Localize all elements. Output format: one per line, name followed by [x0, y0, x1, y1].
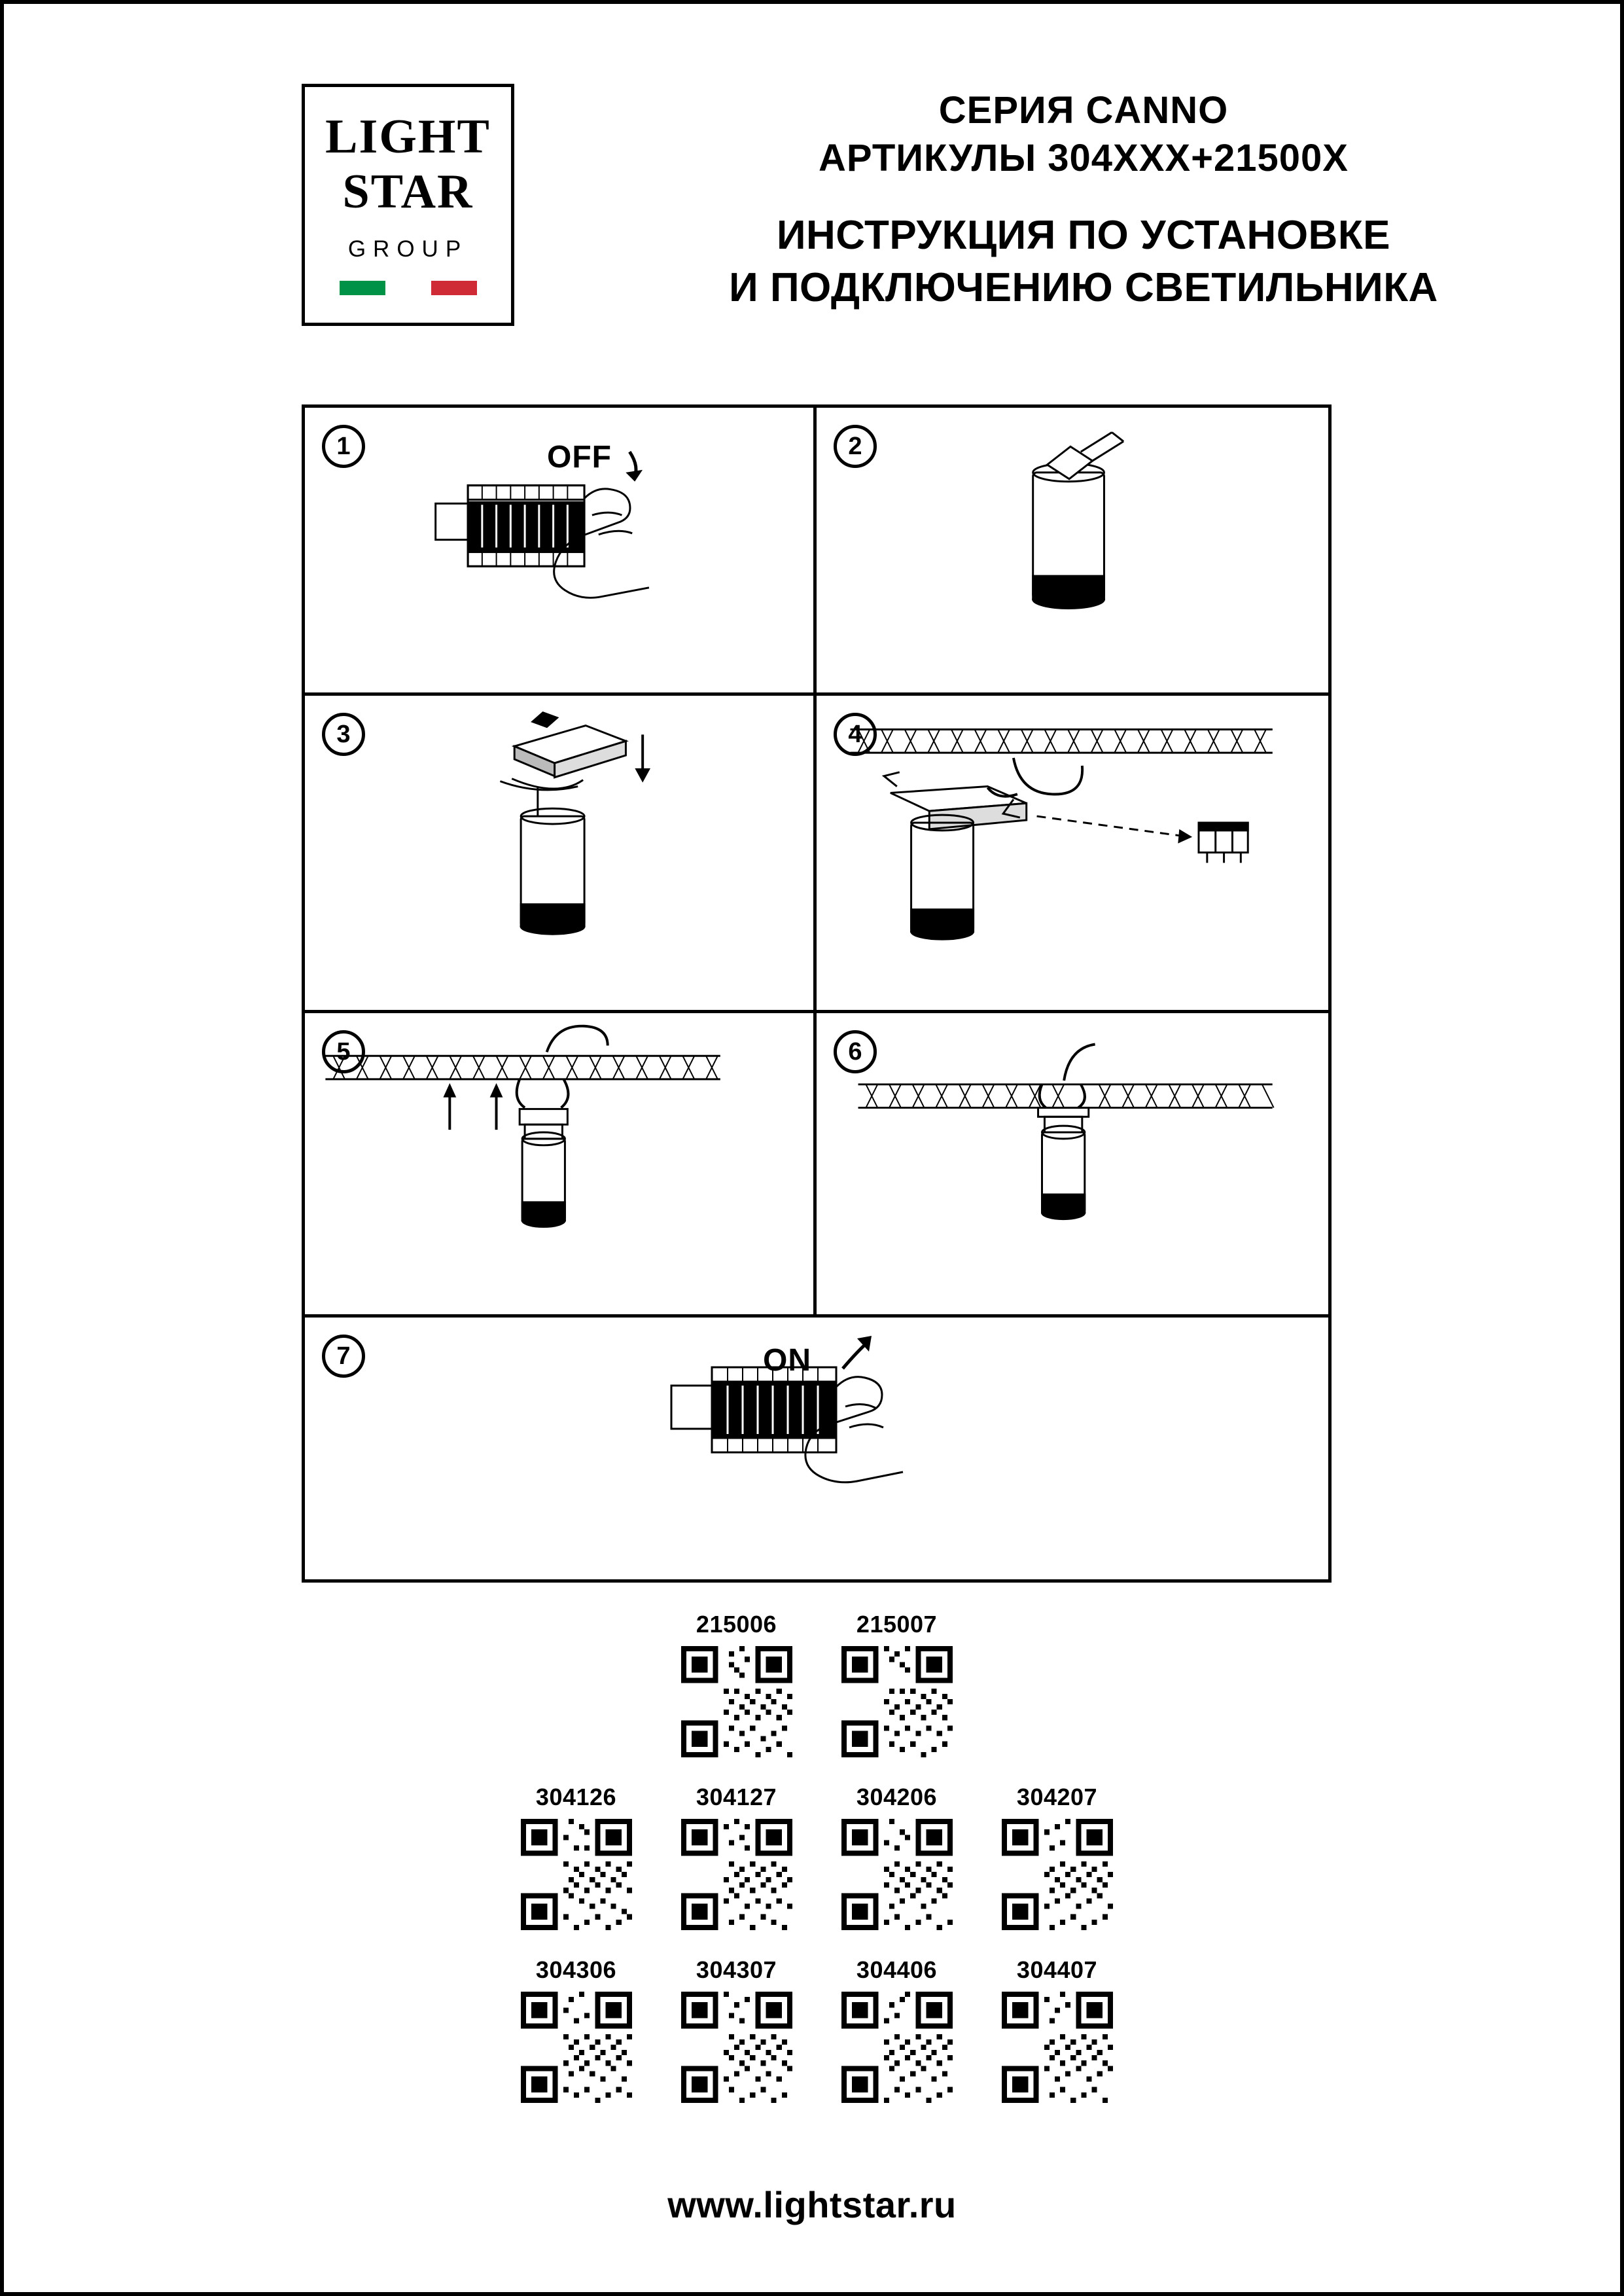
logo-wordmark [305, 109, 511, 277]
qr-code-label: 304407 [1016, 1956, 1098, 1983]
instruction-title-line-2: И ПОДКЛЮЧЕНИЮ СВЕТИЛЬНИКА [729, 265, 1438, 310]
step-cell-3 [305, 696, 817, 1013]
qr-item [514, 1956, 639, 2103]
header [302, 76, 1438, 338]
title-block [537, 76, 1624, 314]
qr-item [675, 1784, 799, 1930]
step-6-illustration [817, 1013, 1328, 1314]
step-4-illustration [817, 696, 1328, 1010]
qr-code-image [681, 1819, 792, 1930]
step-1-illustration [305, 408, 813, 692]
step-cell-5 [305, 1013, 817, 1318]
qr-code-image [841, 1646, 953, 1757]
qr-code-image [681, 1646, 792, 1757]
step-number-2: 2 [834, 425, 877, 468]
instruction-title-line-1: ИНСТРУКЦИЯ ПО УСТАНОВКЕ [776, 213, 1391, 258]
step-number-4: 4 [834, 713, 877, 756]
logo-line-2: STAR [342, 165, 474, 219]
step-cell-1 [305, 408, 817, 696]
qr-row-2 [302, 1784, 1332, 1930]
steps-grid [302, 404, 1332, 1583]
qr-item [995, 1956, 1120, 2103]
qr-row-3 [302, 1956, 1332, 2103]
step-number-1: 1 [322, 425, 365, 468]
qr-item [675, 1611, 799, 1757]
qr-item [514, 1784, 639, 1930]
qr-code-label: 304206 [856, 1784, 938, 1810]
qr-item [835, 1784, 959, 1930]
qr-code-image [1002, 1819, 1113, 1930]
qr-code-label: 304306 [535, 1956, 617, 1983]
step-1-off-label: OFF [547, 440, 612, 475]
step-2-illustration [817, 408, 1328, 692]
step-cell-6 [817, 1013, 1328, 1318]
qr-code-label: 215006 [696, 1611, 777, 1638]
italian-flag-icon [340, 281, 477, 295]
qr-code-label: 304307 [696, 1956, 777, 1983]
series-title: СЕРИЯ CANNO [938, 89, 1229, 132]
qr-section [302, 1611, 1332, 2129]
qr-row-1 [302, 1611, 1332, 1757]
qr-code-label: 304126 [535, 1784, 617, 1810]
step-cell-2 [817, 408, 1328, 696]
qr-item [995, 1784, 1120, 1930]
step-5-illustration [305, 1013, 813, 1314]
step-3-illustration [305, 696, 813, 1010]
qr-code-label: 304127 [696, 1784, 777, 1810]
qr-code-image [521, 1992, 632, 2103]
lightstar-logo [302, 84, 514, 326]
qr-item [835, 1956, 959, 2103]
qr-code-image [1002, 1992, 1113, 2103]
qr-code-image [521, 1819, 632, 1930]
step-number-3: 3 [322, 713, 365, 756]
step-number-6: 6 [834, 1030, 877, 1073]
articles-title: АРТИКУЛЫ 304XXX+21500X [819, 137, 1349, 179]
step-7-on-label: ON [763, 1343, 811, 1378]
step-number-7: 7 [322, 1335, 365, 1378]
step-cell-4 [817, 696, 1328, 1013]
qr-item [835, 1611, 959, 1757]
qr-code-label: 304406 [856, 1956, 938, 1983]
logo-group-text: GROUP [347, 236, 468, 262]
step-number-5: 5 [322, 1030, 365, 1073]
qr-item [675, 1956, 799, 2103]
step-7-illustration [305, 1318, 1328, 1579]
qr-code-image [841, 1992, 953, 2103]
qr-code-image [681, 1992, 792, 2103]
website-footer: www.lightstar.ru [667, 2184, 957, 2225]
qr-code-label: 304207 [1016, 1784, 1098, 1810]
qr-code-label: 215007 [856, 1611, 938, 1638]
step-cell-7 [305, 1318, 1328, 1579]
logo-line-1: LIGHT [325, 110, 491, 164]
qr-code-image [841, 1819, 953, 1930]
